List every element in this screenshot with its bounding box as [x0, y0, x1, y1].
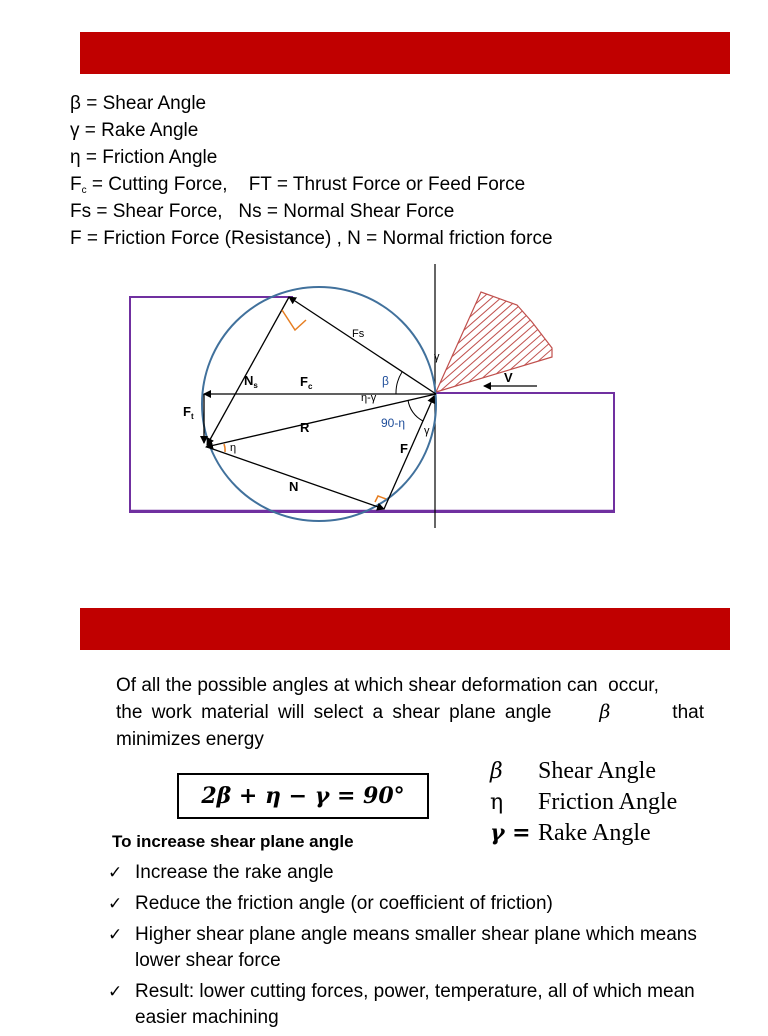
paragraph-line-2-end: that — [672, 702, 704, 723]
legend-row-shear — [490, 756, 677, 787]
section-title-banner — [80, 608, 730, 650]
chip-hatched — [430, 255, 560, 464]
legend-symbol-beta: β — [490, 759, 503, 784]
legend-symbol-gamma: γ = — [490, 820, 531, 846]
def-fc-text: = Cutting Force, FT = Thrust Force or Feed Force — [86, 174, 526, 195]
shear-plane-paragraph — [116, 672, 704, 753]
ninety-minus-eta-arc — [408, 400, 423, 421]
list-item-text: Increase the rake angle — [135, 862, 334, 883]
label-fs: Fs — [352, 328, 365, 340]
eta-arc — [224, 444, 225, 452]
label-n: N — [289, 479, 299, 494]
label-fc: $F_c$ — [300, 374, 313, 391]
check-mark-icon: ✓ — [108, 863, 123, 883]
legend-row-friction — [490, 787, 677, 818]
ns-vector — [207, 297, 289, 445]
label-f: F — [400, 441, 408, 456]
paragraph-line-2 — [116, 699, 704, 726]
check-mark-icon: ✓ — [108, 982, 123, 1002]
paragraph-beta-symbol: β — [599, 701, 611, 723]
right-angle-marker-top — [282, 310, 306, 330]
legend-row-rake — [490, 818, 677, 849]
def-friction-angle: η = Friction Angle — [70, 147, 218, 168]
label-beta: β — [382, 374, 389, 388]
label-ft: $F_t$ — [183, 404, 194, 421]
def-fc-subscript: c — [81, 185, 87, 196]
paragraph-line-1: Of all the possible angles at which shear deformation can occur, — [116, 675, 659, 696]
paragraph-line-3: minimizes energy — [116, 729, 264, 750]
definitions-list — [70, 90, 553, 252]
merchant-circle-diagram — [0, 255, 768, 535]
shear-angle-checklist — [108, 860, 728, 1036]
def-fc-symbol: F — [70, 174, 82, 195]
check-mark-icon: ✓ — [108, 925, 123, 945]
top-title-banner — [80, 32, 730, 74]
def-shear-force: Fs = Shear Force, Ns = Normal Shear Force — [70, 201, 455, 222]
legend-label-rake: Rake Angle — [538, 820, 651, 846]
label-ninety-minus-eta: 90-η — [381, 416, 406, 430]
check-mark-icon: ✓ — [108, 894, 123, 914]
label-gamma-top: γ — [434, 351, 440, 363]
legend-label-shear: Shear Angle — [538, 758, 656, 784]
def-cutting-force — [70, 171, 553, 198]
beta-arc — [396, 372, 402, 394]
def-shear-angle: β = Shear Angle — [70, 93, 207, 114]
list-item-text: Result: lower cutting forces, power, temperature, all of which mean easier machining — [135, 981, 695, 1028]
paragraph-line-2-text: the work material will select a shear plane angle — [116, 702, 552, 723]
label-v: V — [504, 370, 513, 385]
label-ns: $N_s$ — [244, 373, 258, 390]
legend-label-friction: Friction Angle — [538, 789, 678, 815]
list-item — [108, 922, 728, 974]
symbol-legend — [490, 756, 677, 849]
legend-symbol-eta: η — [490, 790, 504, 815]
list-item — [108, 891, 728, 917]
def-friction-force: F = Friction Force (Resistance) , N = Normal friction force — [70, 228, 553, 249]
list-item-text: Reduce the friction angle (or coefficient of friction) — [135, 893, 553, 914]
increase-shear-angle-heading: To increase shear plane angle — [112, 832, 354, 851]
def-rake-angle: γ = Rake Angle — [70, 120, 199, 141]
list-item — [108, 979, 728, 1031]
shear-angle-formula: 2β + η − γ = 90° — [177, 773, 429, 819]
list-item — [108, 860, 728, 886]
label-eta-minus-gamma: η-γ — [361, 392, 377, 404]
list-item-text: Higher shear plane angle means smaller shear plane which means lower shear force — [135, 924, 697, 971]
label-r: R — [300, 420, 310, 435]
fs-vector — [289, 297, 436, 394]
label-eta: η — [230, 442, 237, 454]
n-vector — [207, 447, 384, 509]
label-gamma-right: γ — [424, 425, 430, 437]
